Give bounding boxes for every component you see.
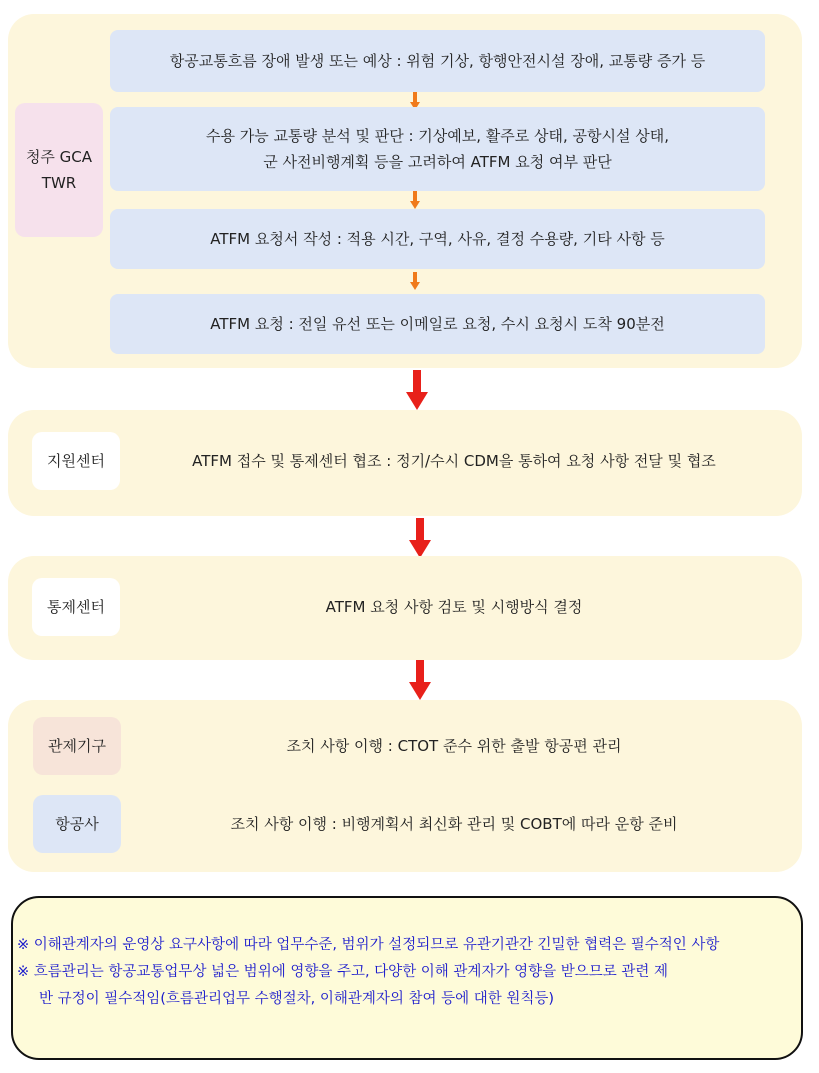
big-down-arrow-icon [409,660,431,700]
step-box-support-center: ATFM 접수 및 통제센터 협조 : 정기/수시 CDM을 통하여 요청 사항 전달 및 협조 [192,452,716,470]
actor-label-atc: 관제기구 [33,717,121,775]
note-line-1: ※ 이해관계자의 운영상 요구사항에 따라 업무수준, 범위가 설정되므로 유관기관간 긴밀한 협력은 필수적인 사항 [17,937,720,953]
step-box-control-center: ATFM 요청 사항 검토 및 시행방식 결정 [325,598,583,616]
note-box [11,896,803,1060]
note-line-3: 반 규정이 필수적임(흐름관리업무 수행절차, 이해관계자의 참여 등에 대한 원칙등) [39,991,555,1007]
big-down-arrow-icon [409,518,431,558]
small-down-arrow-icon [410,191,420,209]
big-down-arrow-icon [406,370,428,410]
step-box-request-form: ATFM 요청서 작성 : 적용 시간, 구역, 사유, 결정 수용량, 기타 사항 등 [110,209,765,269]
actor-label-airline: 항공사 [33,795,121,853]
actor-label-support-center: 지원센터 [32,432,120,490]
step-box-airline: 조치 사항 이행 : 비행계획서 최신화 관리 및 COBT에 따라 운항 준비 [230,815,678,833]
step-box-atc: 조치 사항 이행 : CTOT 준수 위한 출발 항공편 관리 [286,737,622,755]
step-box-occurrence: 항공교통흐름 장애 발생 또는 예상 : 위험 기상, 항행안전시설 장애, 교통량 증가 등 [110,30,765,92]
actor-label-control-center: 통제센터 [32,578,120,636]
note-line-2: ※ 흐름관리는 항공교통업무상 넓은 범위에 영향을 주고, 다양한 이해 관계자가 영향을 받으므로 관련 제 [17,964,668,980]
step-box-analysis: 수용 가능 교통량 분석 및 판단 : 기상예보, 활주로 상태, 공항시설 상태, 군 사전비행계획 등을 고려하여 ATFM 요청 여부 판단 [110,107,765,191]
small-down-arrow-icon [410,272,420,290]
actor-label-cheongju: 청주 GCA TWR [15,103,103,237]
step-box-request: ATFM 요청 : 전일 유선 또는 이메일로 요청, 수시 요청시 도착 90분전 [110,294,765,354]
